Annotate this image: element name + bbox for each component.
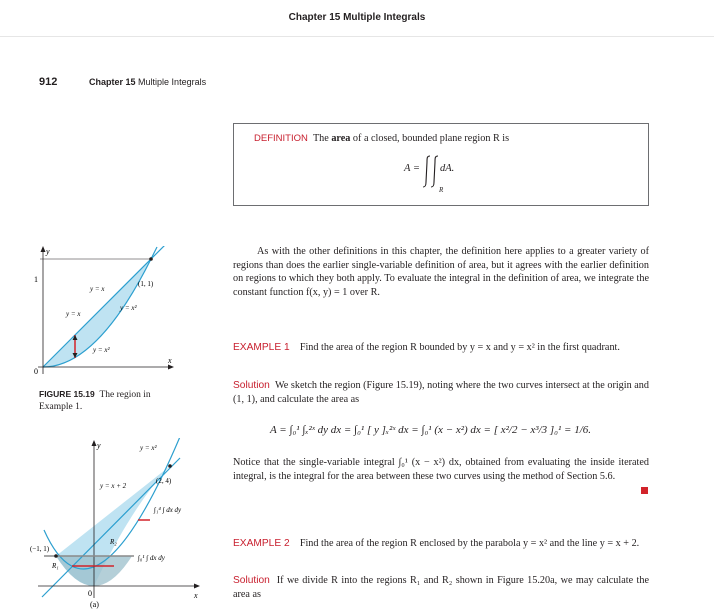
figure-caption-label: FIGURE 15.19 (39, 389, 95, 399)
example-1-notice: Notice that the single-variable integral ∫₀¹ (x − x²) dx, obtained from evaluating the inside iterated integral, is the integral for the area between these two curves using the method of Section 5.6. (233, 457, 649, 482)
example-1-solution-label: Solution (233, 380, 270, 391)
fig2-point-left-label: (−1, 1) (30, 545, 50, 553)
definition-formula-lhs: A = (404, 163, 420, 174)
example-2-solution-text: If we divide R into the regions R₁ and R₂ shown in Figure 15.20a, we may calculate the area as (233, 575, 649, 600)
definition-label: DEFINITION (254, 133, 308, 144)
example-1-label: EXAMPLE 1 (233, 342, 290, 353)
fig2-caption: (a) (90, 600, 99, 609)
definition-box (233, 123, 649, 206)
running-head-chapter: Chapter 15 (89, 77, 136, 87)
figure-caption-text: The region in Example 1. (39, 390, 151, 412)
fig1-x-label: x (168, 356, 172, 365)
fig1-parab-bottom-label: y = x² (93, 346, 110, 354)
chapter-title: Chapter 15 Multiple Integrals (288, 12, 426, 23)
fig1-origin-label: 0 (34, 367, 38, 376)
figure-15-19 (30, 246, 180, 376)
fig2-int-upper-label: ∫₁⁴ ∫ dx dy (154, 506, 182, 514)
fig1-point-label: (1, 1) (138, 280, 154, 288)
end-of-example-square (641, 487, 648, 494)
fig2-r2-label: R₂ (110, 538, 117, 546)
example-1-text: Find the area of the region R bounded by y = x and y = x² in the first quadrant. (299, 342, 620, 353)
paragraph-1: As with the other definitions in this chapter, the definition here applies to a greater variety of regions than does the earlier single-variable definition of area, but it agrees with the earlier definition on regions to which they both apply. To evaluate the integral in the definition of area, we integrate the constant function f(x, y) = 1 over R. (233, 246, 649, 298)
fig2-int-lower-label: ∫₀¹ ∫ dx dy (138, 554, 165, 562)
fig2-parab-label: y = x² (140, 444, 157, 452)
definition-text-pre: The (312, 133, 332, 144)
fig1-line-top-label: y = x (90, 285, 105, 293)
top-bar (0, 0, 714, 37)
example-2-statement (233, 537, 649, 551)
definition-text-post: of a closed, bounded plane region R is (350, 133, 510, 144)
fig2-line-label: y = x + 2 (100, 482, 127, 490)
figure-15-20a (30, 438, 205, 609)
definition-text-bold: area (331, 133, 351, 144)
example-2-solution (233, 574, 649, 601)
fig2-x-label: x (194, 591, 198, 600)
example-2-solution-label: Solution (233, 575, 270, 586)
fig2-y-label: y (97, 441, 101, 450)
example-1-equation: A = ∫₀¹ ∫ₓ²ˣ dy dx = ∫₀¹ [ y ]ₓ²ˣ dx = ∫₀¹ (x − x²) dx = [ x²/2 − x³/3 ]₀¹ = 1/6. (270, 424, 592, 436)
figure-15-19-caption (39, 388, 179, 413)
running-head-title: Multiple Integrals (138, 77, 207, 87)
page-number: 912 (39, 76, 58, 88)
fig2-point-right-label: (2, 4) (156, 477, 172, 485)
example-1-solution (233, 379, 649, 406)
fig1-parab-top-label: y = x² (120, 304, 137, 312)
example-1-statement (233, 341, 649, 355)
example-2-label: EXAMPLE 2 (233, 538, 290, 549)
definition-formula-region: R (439, 186, 444, 194)
fig2-r1-label: R₁ (52, 562, 59, 570)
fig2-origin-label: 0 (88, 589, 92, 598)
definition-text (254, 132, 644, 146)
fig1-line-left-label: y = x (66, 310, 81, 318)
fig1-y-label: y (46, 247, 50, 256)
definition-formula-rhs: dA. (440, 163, 455, 174)
example-2-text: Find the area of the region R enclosed by the parabola y = x² and the line y = x + 2. (299, 538, 640, 549)
running-head (89, 77, 206, 87)
fig1-one-label: 1 (34, 275, 38, 284)
example-1-solution-text: We sketch the region (Figure 15.19), noting where the two curves intersect at the origin and (1, 1), and calculate the area as (233, 380, 649, 405)
